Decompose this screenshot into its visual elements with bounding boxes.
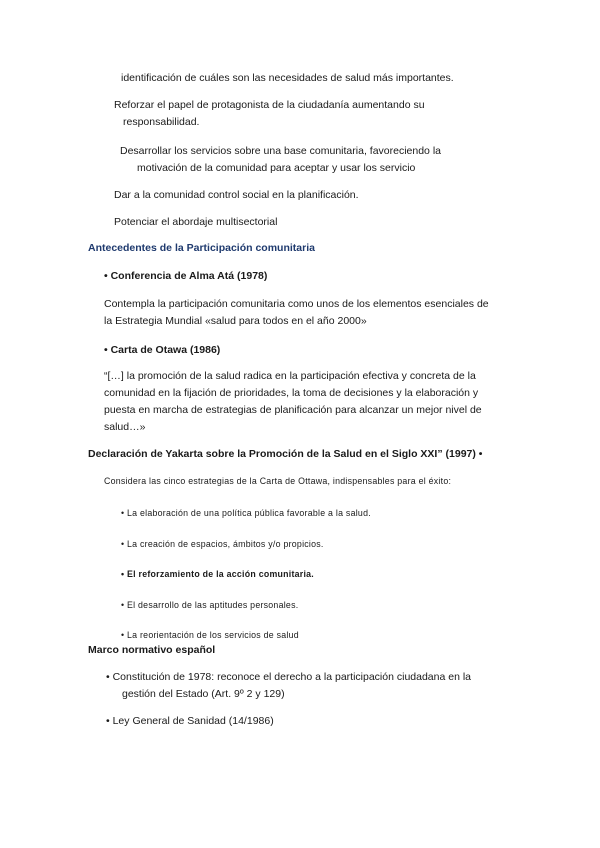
list1-item2-line1: Reforzar el papel de protagonista de la ciudadanía aumentando su [114, 99, 425, 111]
list1-item2-line2: responsabilidad. [123, 116, 200, 128]
marco-item2: • Ley General de Sanidad (14/1986) [106, 715, 274, 727]
list1-item3-line2: motivación de la comunidad para aceptar y usar los servicio [137, 162, 416, 174]
otawa-line2: comunidad en la fijación de prioridades, la toma de decisiones y la elaboración y [104, 387, 479, 399]
list1-item1: identificación de cuáles son las necesidades de salud más importantes. [121, 72, 454, 84]
alma-ata-line1: Contempla la participación comunitaria como unos de los elementos esenciales de [104, 298, 489, 310]
marco-item1-line2: gestión del Estado (Art. 9º 2 y 129) [122, 688, 285, 700]
antecedentes-heading: Antecedentes de la Participación comunitaria [88, 242, 315, 254]
yakarta-item-2: • La creación de espacios, ámbitos y/o propicios. [121, 539, 324, 549]
alma-ata-line2: la Estrategia Mundial «salud para todos en el año 2000» [104, 315, 367, 327]
yakarta-intro: Considera las cinco estrategias de la Carta de Ottawa, indispensables para el éxito: [104, 476, 452, 486]
list1-item4: Dar a la comunidad control social en la planificación. [114, 189, 359, 201]
alma-ata-title: • Conferencia de Alma Atá (1978) [104, 270, 268, 282]
otawa-line4: salud…» [104, 421, 146, 433]
otawa-line1: “[…] la promoción de la salud radica en la participación efectiva y concreta de la [104, 370, 476, 382]
list1-item3-line1: Desarrollar los servicios sobre una base comunitaria, favoreciendo la [120, 145, 441, 157]
marco-heading: Marco normativo español [88, 644, 216, 656]
otawa-line3: puesta en marcha de estrategias de planificación para alcanzar un mejor nivel de [104, 404, 482, 416]
list1-item5: Potenciar el abordaje multisectorial [114, 216, 278, 228]
otawa-title: • Carta de Otawa (1986) [104, 344, 221, 356]
yakarta-item-5: • La reorientación de los servicios de salud [121, 630, 299, 640]
yakarta-item-4: • El desarrollo de las aptitudes personales. [121, 600, 299, 610]
yakarta-heading: Declaración de Yakarta sobre la Promoción de la Salud en el Siglo XXI” (1997) • [88, 448, 483, 460]
yakarta-item-1: • La elaboración de una política pública favorable a la salud. [121, 508, 371, 518]
marco-item1-line1: • Constitución de 1978: reconoce el derecho a la participación ciudadana en la [106, 671, 472, 683]
yakarta-item-3: • El reforzamiento de la acción comunitaria. [121, 569, 314, 579]
